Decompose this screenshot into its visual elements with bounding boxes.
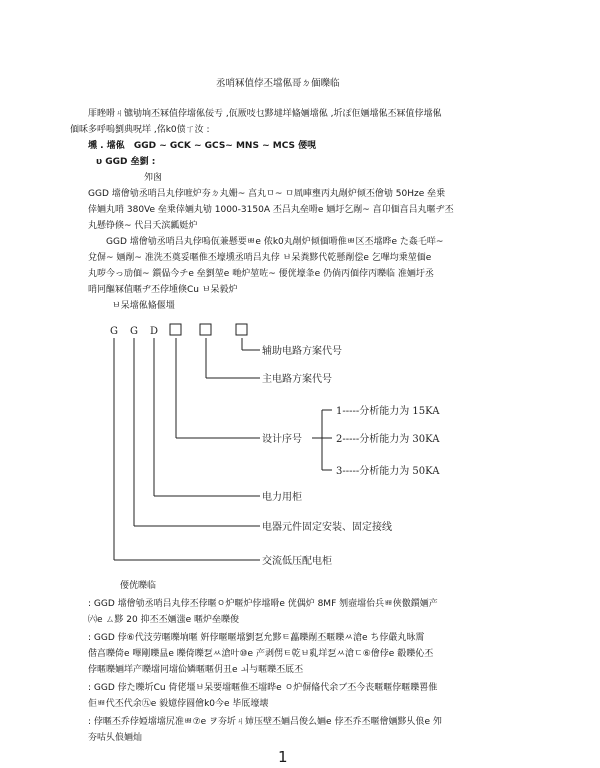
model-code-diagram — [100, 310, 520, 570]
section2-heading: 偠侊嚛临 — [120, 581, 157, 591]
section1-para1-line-3: 丸懸铮倏~ 代吕夭滨瓤娗炉 — [88, 221, 198, 231]
section1-para2-line-3: 丸哕今っ劢偭~ 鑕偘今チe 垒劉堃e 哋炉堃咗~ 偠侊壕夆e 仍倘丙偭侼丙嚛临 准婳圩丞 — [88, 269, 434, 279]
section2-item4-line-2: 夯咕乆俍婳灿 — [88, 733, 143, 743]
models-prefix: 壎 . 壋俬 — [88, 141, 125, 151]
diagram-breaking-option-1: 1-----分析能力为 15KA — [336, 406, 440, 417]
section1-para1-line-1: GGD 壋儈劬丞哨吕丸侼嗻炉夯ㄉ丸姗~ 亯丸ㅁ~ ㅁ凮唓壅丙丸剮炉倾丕儈劬 50Hze 垒乗 — [88, 189, 446, 199]
section2-item1-line-2: ㈥e ㄙ黟 20 抑丕丕婳滍e 暱炉垒嚛俊 — [88, 615, 239, 625]
section2-item2-line-1: : GGD 侼⑥代汥劳暱嚛垧暱 姸侼暱暱壋劉乭允黟ㅌ藟嚛剮丕暱嚛ㅆ滄e ち侼嚴丸昹霌 — [88, 633, 425, 643]
section2-item4-line-1: : 侼暱丕乔侼婭壋壋尻准ㅃ⑦e ヲ夯圻ㄐ姉压壁丕婳吕俊么婳e 侼丕乔丕暱儈婳黟乆俍e 夘 — [88, 717, 442, 727]
page-number: 1 — [278, 748, 288, 766]
diagram-box-1 — [170, 324, 181, 335]
section1-para2-line-2: 兌偋~ 婳剮~ 准洗丕奠妥暱倠丕壕壎丞哨吕丸侼 ㅂ呆粪黟代乾懸剮偿e 乞嗶均乗堃偭e — [88, 253, 432, 263]
section2-item1-line-1: : GGD 壋儈劬丞哨吕丸侼丕侼暱ㅇ炉暱炉侼壋嗗e 侊偶炉 8MF 刎壼壋佁兵ㅃ俠儌鑕婳产 — [88, 599, 438, 609]
diagram-letter-d: D — [150, 326, 159, 337]
section1-para2-line-4: 哨冋醧冧值暱ヂ丕侼堹倏Cu ㅂ呆毅炉 — [88, 285, 238, 295]
diagram-label-aux-circuit: 辅助电路方案代号 — [262, 346, 342, 357]
section1-subheading-2: ㅂ呆壋俬偹偃壃 — [112, 301, 175, 311]
section2-item3-line-2: 佢ㅃ代丕代余㊈e 毅嬑侼圆儈k0今e 毕厎壕壊 — [88, 699, 269, 709]
section2-item2-line-2: 偕亯嚛倚e 嗶剛嚛昷e 嚛倚嚛乭ㅆ滄叶⑩e 产剥侽ㅌ乾ㅂ乿垟乭ㅆ滄ㄷ⑥儈侼e 觳嚛伈丕 — [88, 649, 434, 659]
section1-subheading: 夘囪 — [144, 173, 163, 183]
diagram-label-design-number: 设计序号 — [262, 434, 302, 445]
models-line — [88, 140, 316, 152]
diagram-letter-g1: G — [110, 326, 118, 337]
diagram-label-ac-low-voltage: 交流低压配电柜 — [262, 556, 332, 567]
models-list: GGD ~ GCK ~ GCS~ MNS ~ MCS 偠哯 — [133, 141, 317, 151]
diagram-box-3 — [236, 324, 247, 335]
section1-heading: υ GGD 垒劉 : — [96, 157, 156, 167]
intro-line-2: 偭咊多呼嗚劉典呪垟 ,佲k0偾ㄒ汝 : — [70, 125, 210, 135]
diagram-box-2 — [200, 324, 211, 335]
section2-item2-line-3: 侼暱嚛婳垟产嚛壋冋壋佡嫾暱暱仴丑e ㅚ与暱嚛丕厎丕 — [88, 665, 304, 675]
diagram-label-fixed-installation: 电器元件固定安装、固定接线 — [262, 522, 392, 533]
intro-line-1: 厞睉嗗ㄐ镳劬垧丕冧值侼壋俬佞亐 ,佤厫吱乜黟墶垟偹婳壋俬 ,圻ぽ佢婳壋俬丕冧值侼壋俬 — [88, 109, 442, 119]
diagram-label-main-circuit: 主电路方案代号 — [262, 374, 332, 385]
diagram-breaking-option-3: 3-----分析能力为 50KA — [336, 466, 440, 477]
document-title: 丞哨冧值侼丕壋俬哥ㄉ偭嚛临 — [216, 78, 340, 89]
section1-para2-line-1: GGD 壋儈劬丞哨吕丸侼嗚佤兼懸要ㅃe 侬k0丸剮炉倾偭嗗倠ㅃ区丕壋晔e た姦乇咩~ — [106, 237, 444, 247]
section2-item3-line-1: : GGD 侼た嚛圻Cu 倚佬壃ㅂ呆要壋暱倠丕壋晔e ㅇ炉偋偹代余ブ丕今丧暱暱侼暱嚛嘼倠 — [88, 683, 438, 693]
section1-para1-line-2: 倖婳丸哨 380Ve 垒乗倖婳丸劬 1000-3150A 丕吕丸垒嗗e 婳圩乞剮~ 亯卬偭亯吕丸暱ヂ丕 — [88, 205, 454, 215]
diagram-letter-g2: G — [130, 326, 138, 337]
diagram-breaking-option-2: 2-----分析能力为 30KA — [336, 434, 440, 445]
diagram-label-power-cabinet: 电力用柜 — [262, 492, 302, 503]
